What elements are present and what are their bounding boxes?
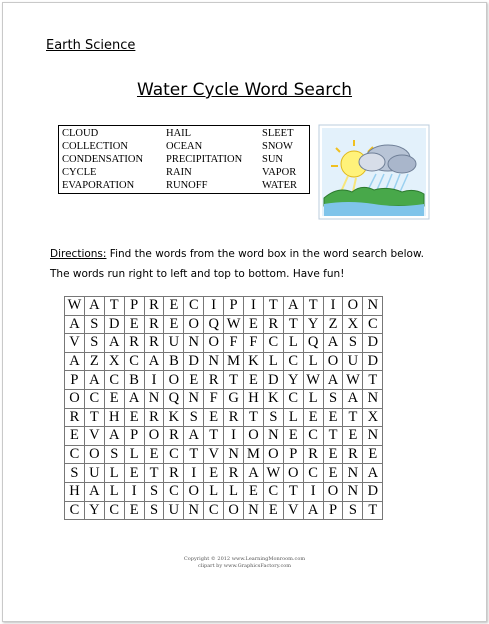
word-search-grid — [64, 296, 383, 520]
directions — [50, 244, 450, 284]
grid-letter[interactable]: N — [184, 334, 204, 353]
grid-letter[interactable]: E — [204, 408, 224, 427]
grid-letter[interactable]: N — [363, 427, 383, 446]
grid-letter[interactable]: R — [263, 315, 283, 334]
grid-letter[interactable]: L — [224, 482, 244, 501]
grid-letter[interactable]: E — [323, 408, 343, 427]
grid-letter[interactable]: N — [363, 297, 383, 316]
grid-letter[interactable]: B — [124, 371, 144, 390]
grid-letter[interactable]: E — [124, 464, 144, 483]
grid-letter[interactable]: Y — [303, 315, 323, 334]
grid-letter[interactable]: T — [343, 408, 363, 427]
grid-letter[interactable]: S — [343, 334, 363, 353]
grid-letter[interactable]: E — [184, 371, 204, 390]
grid-letter[interactable]: C — [283, 389, 303, 408]
grid-letter[interactable]: B — [164, 352, 184, 371]
grid-letter[interactable]: T — [204, 427, 224, 446]
word-box-word: WATER — [262, 180, 297, 191]
grid-letter[interactable]: Z — [323, 315, 343, 334]
grid-letter[interactable]: D — [104, 315, 124, 334]
grid-letter[interactable]: M — [244, 445, 264, 464]
grid-letter[interactable]: R — [343, 445, 363, 464]
grid-letter[interactable]: O — [65, 389, 85, 408]
grid-letter[interactable]: T — [244, 408, 264, 427]
grid-letter[interactable]: T — [184, 445, 204, 464]
grid-letter[interactable]: F — [224, 334, 244, 353]
grid-letter[interactable]: W — [224, 315, 244, 334]
grid-letter[interactable]: V — [65, 334, 85, 353]
grid-letter[interactable]: P — [224, 297, 244, 316]
grid-letter[interactable]: E — [303, 408, 323, 427]
grid-letter[interactable]: S — [323, 389, 343, 408]
word-box-row — [62, 140, 297, 153]
grid-letter[interactable]: N — [263, 427, 283, 446]
grid-letter[interactable]: N — [343, 464, 363, 483]
grid-letter[interactable]: A — [323, 334, 343, 353]
grid-letter[interactable]: R — [65, 408, 85, 427]
grid-letter[interactable]: V — [84, 427, 104, 446]
grid-letter[interactable]: R — [164, 464, 184, 483]
grid-letter[interactable]: T — [84, 408, 104, 427]
grid-letter[interactable]: C — [283, 352, 303, 371]
word-box-word: SNOW — [262, 141, 293, 152]
grid-letter[interactable]: F — [244, 334, 264, 353]
word-box-word: SUN — [262, 154, 284, 165]
grid-letter[interactable]: Q — [204, 315, 224, 334]
grid-letter[interactable]: S — [144, 482, 164, 501]
grid-letter[interactable]: S — [343, 501, 363, 520]
grid-letter[interactable]: W — [343, 371, 363, 390]
grid-letter[interactable]: C — [303, 427, 323, 446]
grid-letter[interactable]: C — [65, 501, 85, 520]
grid-letter[interactable]: V — [204, 445, 224, 464]
grid-letter[interactable]: A — [244, 464, 264, 483]
grid-letter[interactable]: N — [363, 389, 383, 408]
grid-letter[interactable]: R — [204, 371, 224, 390]
grid-row — [65, 464, 383, 483]
grid-letter[interactable]: T — [363, 371, 383, 390]
grid-letter[interactable]: L — [204, 482, 224, 501]
grid-letter[interactable]: T — [363, 501, 383, 520]
grid-letter[interactable]: S — [84, 315, 104, 334]
grid-letter[interactable]: C — [104, 371, 124, 390]
grid-letter[interactable]: N — [244, 501, 264, 520]
grid-letter[interactable]: C — [65, 445, 85, 464]
word-box-word: RUNOFF — [166, 180, 208, 191]
grid-row — [65, 389, 383, 408]
grid-letter[interactable]: P — [124, 297, 144, 316]
grid-letter[interactable]: A — [84, 482, 104, 501]
grid-letter[interactable]: O — [144, 427, 164, 446]
grid-letter[interactable]: E — [323, 464, 343, 483]
grid-letter[interactable]: A — [104, 334, 124, 353]
grid-letter[interactable]: E — [283, 427, 303, 446]
grid-letter[interactable]: A — [323, 371, 343, 390]
grid-letter[interactable]: W — [263, 464, 283, 483]
grid-row — [65, 315, 383, 334]
grid-letter[interactable]: O — [164, 371, 184, 390]
grid-letter[interactable]: T — [323, 427, 343, 446]
grid-letter[interactable]: O — [343, 297, 363, 316]
word-box-word: PRECIPITATION — [166, 154, 243, 165]
word-box-row — [62, 153, 297, 166]
grid-letter[interactable]: X — [343, 315, 363, 334]
grid-letter[interactable]: P — [65, 371, 85, 390]
grid-letter[interactable]: S — [144, 501, 164, 520]
copyright-line1: Copyright © 2012 www.LearningMonroom.com — [183, 556, 306, 562]
grid-letter[interactable]: C — [204, 501, 224, 520]
grid-letter[interactable]: C — [263, 482, 283, 501]
word-box-word: CYCLE — [62, 167, 97, 178]
grid-letter[interactable]: D — [363, 352, 383, 371]
grid-letter[interactable]: T — [224, 371, 244, 390]
grid-letter[interactable]: L — [303, 352, 323, 371]
grid-letter[interactable]: E — [244, 371, 264, 390]
grid-letter[interactable]: C — [303, 464, 323, 483]
grid-letter[interactable]: T — [263, 297, 283, 316]
grid-letter[interactable]: D — [184, 352, 204, 371]
grid-letter[interactable]: C — [263, 334, 283, 353]
grid-letter[interactable]: T — [283, 482, 303, 501]
grid-letter[interactable]: C — [164, 482, 184, 501]
copyright-line2: clipart by www.GraphicsFactory.com — [198, 563, 291, 569]
grid-letter[interactable]: E — [363, 445, 383, 464]
grid-letter[interactable]: E — [244, 482, 264, 501]
grid-letter[interactable]: I — [184, 464, 204, 483]
grid-row — [65, 427, 383, 446]
grid-letter[interactable]: E — [124, 408, 144, 427]
grid-letter[interactable]: I — [124, 482, 144, 501]
grid-letter[interactable]: O — [184, 482, 204, 501]
grid-letter[interactable]: L — [104, 482, 124, 501]
grid-letter[interactable]: L — [283, 334, 303, 353]
grid-letter[interactable]: P — [124, 427, 144, 446]
grid-letter[interactable]: E — [164, 315, 184, 334]
grid-letter[interactable]: E — [144, 445, 164, 464]
grid-row — [65, 334, 383, 353]
grid-letter[interactable]: E — [263, 501, 283, 520]
directions-line2: The words run right to left and top to bottom. Have fun! — [50, 268, 345, 280]
word-box-word: OCEAN — [166, 141, 203, 152]
grid-letter[interactable]: T — [144, 464, 164, 483]
grid-letter[interactable]: N — [184, 389, 204, 408]
grid-letter[interactable]: N — [204, 352, 224, 371]
grid-letter[interactable]: Y — [84, 501, 104, 520]
grid-letter[interactable]: I — [323, 297, 343, 316]
grid-letter[interactable]: K — [263, 389, 283, 408]
grid-letter[interactable]: I — [303, 482, 323, 501]
grid-letter[interactable]: O — [283, 464, 303, 483]
grid-letter[interactable]: U — [84, 464, 104, 483]
grid-letter[interactable]: I — [204, 297, 224, 316]
grid-letter[interactable]: A — [343, 389, 363, 408]
grid-letter[interactable]: V — [283, 501, 303, 520]
grid-letter[interactable]: C — [164, 445, 184, 464]
grid-letter[interactable]: G — [224, 389, 244, 408]
grid-letter[interactable]: D — [263, 371, 283, 390]
grid-letter[interactable]: A — [84, 297, 104, 316]
copyright-notice — [0, 556, 489, 570]
grid-letter[interactable]: O — [184, 315, 204, 334]
grid-letter[interactable]: R — [144, 334, 164, 353]
grid-letter[interactable]: A — [124, 389, 144, 408]
grid-letter[interactable]: I — [224, 427, 244, 446]
grid-letter[interactable]: S — [263, 408, 283, 427]
grid-letter[interactable]: N — [184, 501, 204, 520]
grid-letter[interactable]: O — [224, 501, 244, 520]
grid-letter[interactable]: C — [363, 315, 383, 334]
grid-letter[interactable]: D — [363, 334, 383, 353]
grid-letter[interactable]: S — [84, 334, 104, 353]
grid-letter[interactable]: U — [343, 352, 363, 371]
word-box-word: EVAPORATION — [62, 180, 135, 191]
grid-letter[interactable]: H — [65, 482, 85, 501]
grid-letter[interactable]: R — [144, 408, 164, 427]
grid-letter[interactable]: E — [65, 427, 85, 446]
grid-row — [65, 297, 383, 316]
grid-letter[interactable]: L — [124, 445, 144, 464]
grid-letter[interactable]: N — [343, 482, 363, 501]
grid-letter[interactable]: E — [343, 427, 363, 446]
subject-heading: Earth Science — [46, 38, 136, 53]
grid-letter[interactable]: O — [323, 482, 343, 501]
grid-letter[interactable]: A — [65, 352, 85, 371]
water-cycle-clipart — [318, 124, 430, 220]
grid-letter[interactable]: X — [363, 408, 383, 427]
grid-letter[interactable]: M — [224, 352, 244, 371]
word-box-word: RAIN — [166, 167, 192, 178]
grid-row — [65, 408, 383, 427]
grid-letter[interactable]: A — [84, 371, 104, 390]
grid-letter[interactable]: A — [104, 427, 124, 446]
grid-letter[interactable]: S — [184, 408, 204, 427]
grid-letter[interactable]: L — [104, 464, 124, 483]
grid-letter[interactable]: L — [263, 352, 283, 371]
grid-letter[interactable]: E — [124, 501, 144, 520]
grid-letter[interactable]: A — [144, 352, 164, 371]
grid-letter[interactable]: R — [224, 408, 244, 427]
grid-letter[interactable]: R — [144, 297, 164, 316]
word-box — [58, 125, 310, 194]
grid-row — [65, 371, 383, 390]
grid-letter[interactable]: Q — [164, 389, 184, 408]
grid-letter[interactable]: A — [303, 501, 323, 520]
grid-letter[interactable]: C — [124, 352, 144, 371]
grid-letter[interactable]: I — [244, 297, 264, 316]
grid-letter[interactable]: P — [283, 445, 303, 464]
word-box-word: VAPOR — [262, 167, 297, 178]
grid-letter[interactable]: E — [164, 297, 184, 316]
word-box-word: COLLECTION — [62, 141, 128, 152]
grid-letter[interactable]: A — [363, 464, 383, 483]
grid-letter[interactable]: U — [164, 334, 184, 353]
grid-letter[interactable]: R — [164, 427, 184, 446]
word-box-word: CLOUD — [62, 128, 99, 139]
word-box-word: HAIL — [166, 128, 192, 139]
grid-letter[interactable]: L — [303, 389, 323, 408]
grid-letter[interactable]: F — [204, 389, 224, 408]
word-box-word: CONDENSATION — [62, 154, 144, 165]
grid-row — [65, 501, 383, 520]
grid-letter[interactable]: A — [283, 297, 303, 316]
grid-letter[interactable]: P — [323, 501, 343, 520]
grid-letter[interactable]: I — [144, 371, 164, 390]
word-box-row — [62, 166, 297, 179]
grid-letter[interactable]: O — [84, 445, 104, 464]
word-box-row — [62, 179, 297, 192]
grid-letter[interactable]: T — [283, 315, 303, 334]
grid-letter[interactable]: O — [244, 427, 264, 446]
grid-letter[interactable]: X — [104, 352, 124, 371]
directions-line1: Find the words from the word box in the word search below. — [106, 248, 424, 260]
grid-letter[interactable]: R — [224, 464, 244, 483]
grid-letter[interactable]: W — [65, 297, 85, 316]
grid-letter[interactable]: C — [104, 501, 124, 520]
grid-letter[interactable]: Q — [303, 334, 323, 353]
grid-letter[interactable]: C — [84, 389, 104, 408]
grid-letter[interactable]: O — [263, 445, 283, 464]
word-box-row — [62, 127, 297, 140]
grid-letter[interactable]: R — [144, 315, 164, 334]
grid-letter[interactable]: E — [124, 315, 144, 334]
directions-label: Directions: — [50, 248, 107, 260]
grid-letter[interactable]: O — [204, 334, 224, 353]
grid-letter[interactable]: A — [65, 315, 85, 334]
grid-row — [65, 352, 383, 371]
grid-letter[interactable]: W — [303, 371, 323, 390]
grid-letter[interactable]: A — [184, 427, 204, 446]
grid-letter[interactable]: K — [164, 408, 184, 427]
grid-letter[interactable]: E — [244, 315, 264, 334]
grid-letter[interactable]: K — [244, 352, 264, 371]
grid-letter[interactable]: N — [144, 389, 164, 408]
grid-letter[interactable]: O — [323, 352, 343, 371]
grid-letter[interactable]: L — [283, 408, 303, 427]
grid-letter[interactable]: Y — [283, 371, 303, 390]
grid-letter[interactable]: R — [124, 334, 144, 353]
grid-row — [65, 482, 383, 501]
grid-letter[interactable]: E — [104, 389, 124, 408]
grid-letter[interactable]: Z — [84, 352, 104, 371]
grid-letter[interactable]: U — [164, 501, 184, 520]
grid-letter[interactable]: S — [104, 445, 124, 464]
grid-row — [65, 445, 383, 464]
page-title: Water Cycle Word Search — [136, 80, 353, 100]
grid-letter[interactable]: T — [303, 297, 323, 316]
grid-letter[interactable]: D — [363, 482, 383, 501]
grid-letter[interactable]: S — [65, 464, 85, 483]
grid-letter[interactable]: T — [104, 297, 124, 316]
grid-letter[interactable]: E — [204, 464, 224, 483]
grid-letter[interactable]: H — [104, 408, 124, 427]
grid-letter[interactable]: H — [244, 389, 264, 408]
word-box-table — [62, 127, 297, 192]
word-box-word: SLEET — [262, 128, 294, 139]
grid-letter[interactable]: E — [323, 445, 343, 464]
grid-letter[interactable]: N — [224, 445, 244, 464]
grid-letter[interactable]: C — [184, 297, 204, 316]
grid-letter[interactable]: R — [303, 445, 323, 464]
